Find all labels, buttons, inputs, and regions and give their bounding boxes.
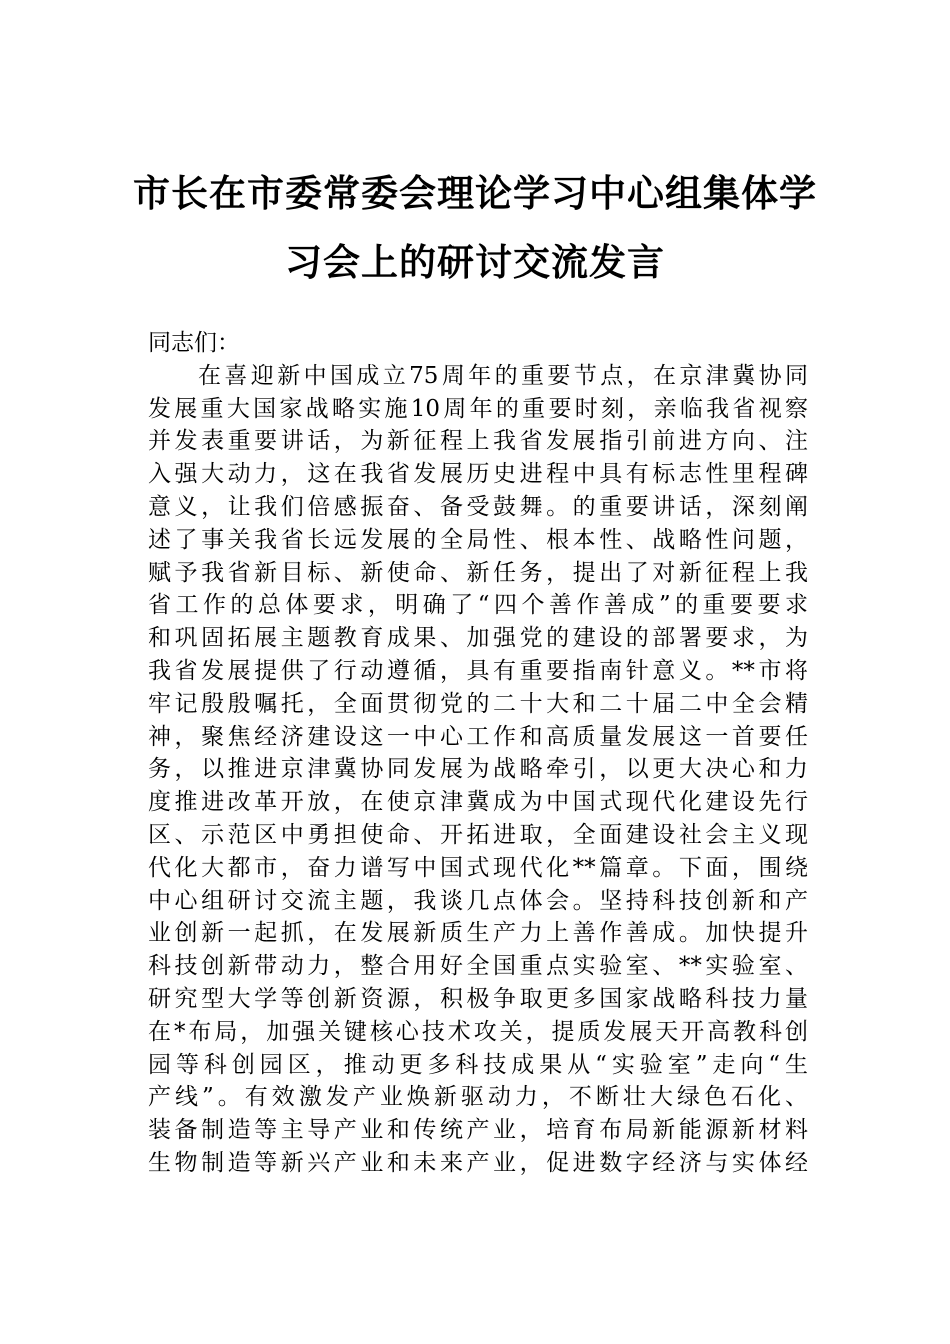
- paragraph-line: 在喜迎新中国成立75周年的重要节点，在京津冀协同: [198, 362, 808, 389]
- document-body: [148, 327, 808, 1180]
- paragraph-line: 意义，让我们倍感振奋、备受鼓舞。的重要讲话，深刻阐: [148, 493, 808, 520]
- paragraph-line: 并发表重要讲话，为新征程上我省发展指引前进方向、注: [148, 428, 808, 455]
- paragraph-line: 代化大都市，奋力谱写中国式现代化**篇章。下面，围绕: [148, 854, 808, 881]
- paragraph-line: 牢记殷殷嘱托，全面贯彻党的二十大和二十届二中全会精: [148, 690, 808, 717]
- paragraph-line: 园等科创园区，推动更多科技成果从“实验室”走向“生: [148, 1051, 808, 1078]
- document-title-line-1: 市长在市委常委会理论学习中心组集体学: [133, 171, 817, 215]
- paragraph-line: 科技创新带动力，整合用好全国重点实验室、**实验室、: [148, 953, 808, 980]
- salutation: 同志们：: [148, 330, 240, 356]
- paragraph-line: 神，聚焦经济建设这一中心工作和高质量发展这一首要任: [148, 723, 808, 750]
- paragraph-line: 发展重大国家战略实施10周年的重要时刻，亲临我省视察: [148, 395, 808, 422]
- paragraph-line: 装备制造等主导产业和传统产业，培育布局新能源新材料: [148, 1117, 808, 1144]
- paragraph-line: 我省发展提供了行动遵循，具有重要指南针意义。**市将: [148, 657, 808, 684]
- paragraph-line: 省工作的总体要求，明确了“四个善作善成”的重要要求: [148, 592, 808, 619]
- paragraph-line: 业创新一起抓，在发展新质生产力上善作善成。加快提升: [148, 920, 808, 947]
- paragraph-line: 和巩固拓展主题教育成果、加强党的建设的部署要求，为: [148, 625, 808, 652]
- paragraph-line: 产线”。有效激发产业焕新驱动力，不断壮大绿色石化、: [148, 1084, 808, 1111]
- paragraph-line: 研究型大学等创新资源，积极争取更多国家战略科技力量: [148, 985, 808, 1012]
- paragraph-line: 赋予我省新目标、新使命、新任务，提出了对新征程上我: [148, 559, 808, 586]
- document-title-line-2: 习会上的研讨交流发言: [285, 240, 665, 284]
- paragraph-line: 区、示范区中勇担使命、开拓进取，全面建设社会主义现: [148, 821, 808, 848]
- paragraph-line: 生物制造等新兴产业和未来产业，促进数字经济与实体经: [148, 1149, 808, 1176]
- paragraph-line: 述了事关我省长远发展的全局性、根本性、战略性问题，: [148, 526, 808, 553]
- paragraph-line: 在*布局，加强关键核心技术攻关，提质发展天开高教科创: [148, 1018, 808, 1045]
- paragraph-line: 中心组研讨交流主题，我谈几点体会。坚持科技创新和产: [148, 887, 808, 914]
- paragraph-line: 务，以推进京津冀协同发展为战略牵引，以更大决心和力: [148, 756, 808, 783]
- paragraph-line: 度推进改革开放，在使京津冀成为中国式现代化建设先行: [148, 789, 808, 816]
- paragraph-line: 入强大动力，这在我省发展历史进程中具有标志性里程碑: [148, 461, 808, 488]
